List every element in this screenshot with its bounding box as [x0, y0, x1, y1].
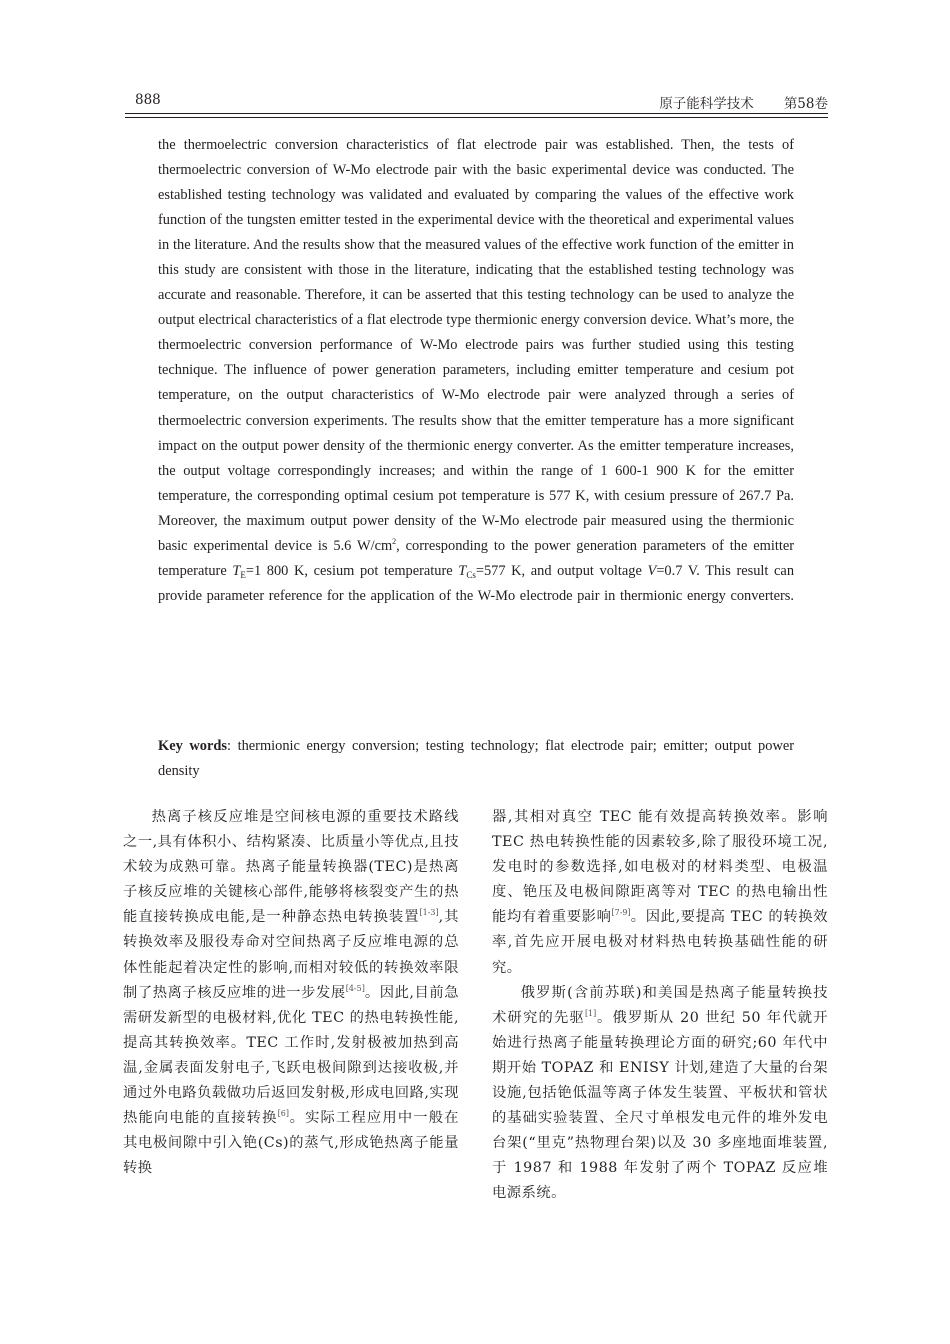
body-paragraph: 热离子核反应堆是空间核电源的重要技术路线之一,具有体积小、结构紧凑、比质量小等优点,且技术较为成熟可靠。热离子能量转换器(TEC)是热离子核反应堆的关键核心部件,能够将核裂变产生的热能直接转换成电能,是一种静态热电转换装置[1-3],其转换效率及服役寿命对空间热离子反应堆电源的总体性能起着决定性的影响,而相对较低的转换效率限制了热离子核反应堆的进一步发展[4-5]。因此,目前急需研发新型的电极材料,优化 TEC 的热电转换性能,提高其转换效率。TEC 工作时,发射极被加热到高温,金属表面发射电子,飞跃电极间隙到达接收极,并通过外电路负载做功后返回发射极,形成电回路,实现热能向电能的直接转换[6]。实际工程应用中一般在其电极间隙中引入铯(Cs)的蒸气,形成铯热离子能量转换 — [123, 809, 460, 1177]
citation: [1-3] — [419, 908, 439, 918]
page-number: 888 — [135, 92, 161, 108]
superscript: 2 — [392, 536, 397, 546]
subscript: E — [240, 569, 246, 580]
header-rule-thick — [125, 113, 828, 114]
variable: T — [232, 562, 241, 579]
variable: V — [647, 562, 657, 579]
journal-name: 原子能科学技术 — [659, 96, 754, 112]
keywords-list: : thermionic energy conversion; testing technology; flat electrode pair; emitter; output power density — [158, 738, 795, 779]
subscript: Cs — [466, 569, 476, 580]
citation: [6] — [277, 1109, 289, 1119]
citation: [4-5] — [345, 983, 365, 993]
variable: T — [458, 562, 467, 579]
keywords — [158, 734, 794, 784]
keywords-label: Key words — [158, 738, 227, 754]
header-rule-thin — [125, 117, 828, 118]
citation: [1] — [584, 1008, 597, 1018]
body-column-left — [123, 805, 459, 1181]
body-column-right — [492, 805, 828, 1207]
abstract-paragraph: the thermoelectric conversion characteristics of flat electrode pair was established. Then, the tests of thermoelectric conversion of W-Mo electrode pair with the basic experimental device was conducted. The established testing technology was validated and evaluated by comparing the values of the effective work function of the tungsten emitter tested in the experimental device with the theoretical and experimental values in the literature. And the results show that the measured values of the effective work function of the emitter in this study are consistent with those in the literature, indicating that the established testing technology was accurate and reasonable. Therefore, it can be asserted that this testing technology can be used to analyze the output electrical characteristics of a flat electrode type thermionic energy conversion device. What’s more, the thermoelectric conversion performance of W-Mo electrode pairs was further studied using this testing technique. The influence of power generation parameters, including emitter temperature and cesium pot temperature, on the output characteristics of W-Mo electrode pair were analyzed through a series of thermoelectric conversion experiments. The results show that the emitter temperature has a more significant impact on the output power density of the thermionic energy converter. As the emitter temperature increases, the output voltage correspondingly increases; and within the range of 1 600-1 900 K for the emitter temperature, the corresponding optimal cesium pot temperature is 577 K, with cesium pressure of 267.7 Pa. Moreover, the maximum output power density of the W-Mo electrode pair measured using the thermionic basic experimental device is 5.6 $W/cm^2$, corresponding to the power generation parameters of the emitter temperature $T_E=1$ 800 K, cesium pot temperature $T_{Cs}=577$ K, and output voltage V=0.7 V. This result can provide parameter reference for the application of the W-Mo electrode pair in thermionic energy converters. — [158, 137, 795, 604]
body-paragraph: 器,其相对真空 TEC 能有效提高转换效率。影响 TEC 热电转换性能的因素较多,除了服役环境工况,发电时的参数选择,如电极对的材料类型、电极温度、铯压及电极间隙距离等对 TEC 的热电输出性能均有着重要影响[7-9]。因此,要提高 TEC 的转换效率,首先应开展电极对材料热电转换基础性能的研究。 — [492, 809, 829, 976]
page-header — [125, 88, 828, 118]
volume-label: 第58卷 — [783, 96, 828, 112]
body-paragraph: 俄罗斯(含前苏联)和美国是热离子能量转换技术研究的先驱[1]。俄罗斯从 20 世纪 50 年代就开始进行热离子能量转换理论方面的研究;60 年代中期开始 TOPAZ 和 ENISY 计划,建造了大量的台架设施,包括铯低温等离子体发生装置、平板状和管状的基础实验装置、全尺寸单根发电元件的堆外发电台架(“里克”热物理台架)以及 30 多座地面堆装置,于 1987 和 1988 年发射了两个 TOPAZ 反应堆电源系统。 — [492, 984, 828, 1202]
running-title — [659, 92, 828, 112]
citation: [7-9] — [611, 908, 631, 918]
